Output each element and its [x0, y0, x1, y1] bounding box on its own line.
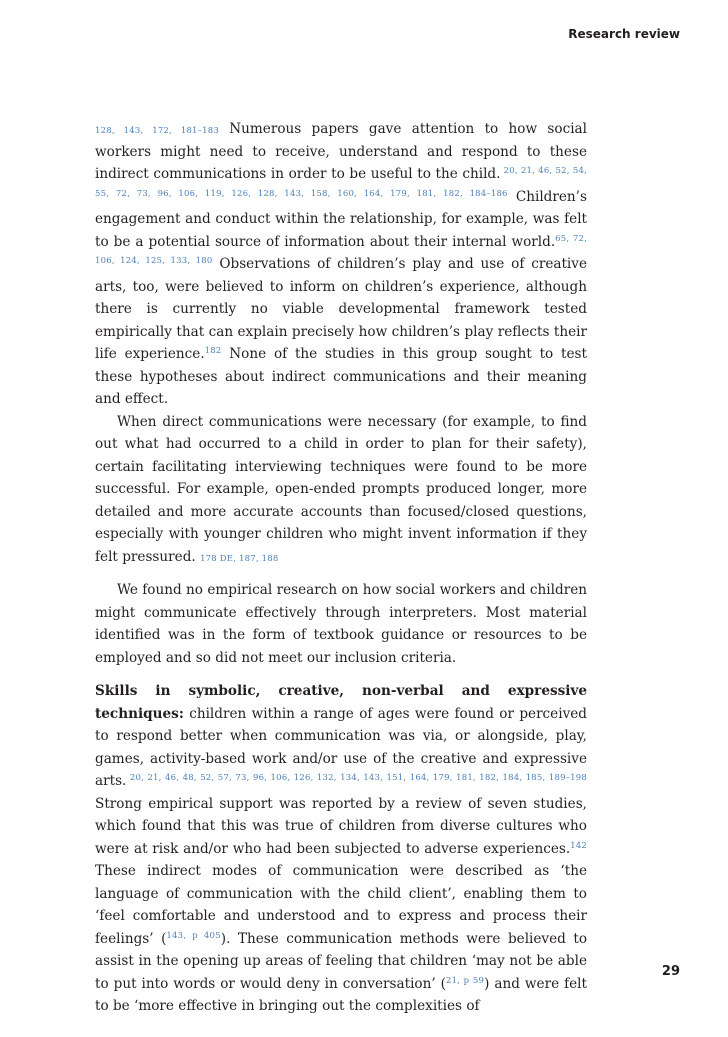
page-number: 29 [661, 964, 680, 979]
paragraph-text: None of the studies in this group sought to test these hypotheses about indirect communications and their meaning and effect. [95, 346, 587, 407]
paragraph-symbolic-skills [95, 680, 587, 1018]
paragraph-text: Strong empirical support was reported by a review of seven studies, which found that this was true of children from diverse cultures who were at risk and/or who had been subjected to adverse experiences. [95, 795, 587, 857]
reference-citation: 20, 21, 46, 52, 54, 55, 72, 73, 96, 106, 119, 126, 128, 143, 158, 160, 164, 179, 181, 182, 184–186 [95, 166, 587, 199]
paragraph-text: We found no empirical research on how social workers and children might communicate effectively through interpreters. Most material identified was in the form of textbook guidance or resources to be employed and so did not meet our inclusion criteria. [95, 582, 587, 666]
paragraph-text: ) and were felt to be ‘more effective in bringing out the complexities of [95, 975, 587, 1014]
running-header: Research review [568, 27, 680, 41]
paragraph-interpreters [95, 579, 587, 669]
section-heading: Skills in symbolic, creative, non-verbal and expressive techniques: [95, 683, 587, 722]
paragraph-text: Observations of children’s play and use of creative arts, too, were believed to inform on children’s experience, although there is currently no viable developmental framework tested empirically that can explain precisely how children’s play reflects their life experience. [95, 256, 588, 362]
body-text [95, 118, 587, 1018]
reference-citation: 143, p 405 [166, 930, 221, 941]
reference-citation: 20, 21, 46, 48, 52, 57, 73, 96, 106, 126, 132, 134, 143, 151, 164, 179, 181, 182, 184, 185, 189–198 [126, 773, 587, 784]
paragraph-text: Numerous papers gave attention to how social workers might need to receive, understand and respond to these indirect communications in order to be useful to the child. [95, 121, 587, 182]
reference-citation: 21, p 59 [445, 975, 485, 986]
reference-citation: 178 DE, 187, 188 [200, 553, 279, 564]
reference-citation: 142 [570, 840, 587, 851]
paragraph-direct-communication [95, 411, 587, 569]
reference-citation: 182 [204, 346, 222, 357]
paragraph-text: ). These communication methods were believed to assist in the opening up areas of feeling that children ‘may not be able to put into words or would deny in conversation’ ( [95, 930, 588, 992]
paragraph-text: When direct communications were necessary (for example, to find out what had occurred to a child in order to plan for their safety), certain facilitating interviewing techniques were found to be more successful. For example, open-ended prompts produced longer, more detailed and more accurate accounts than focused/closed questions, especially with younger children who might invent information if they felt pressured. [95, 413, 587, 565]
paragraph-indirect-communication [95, 118, 587, 411]
reference-citation: 128, 143, 172, 181–183 [95, 126, 219, 136]
reference-citation: 65, 72, 106, 124, 125, 133, 180 [95, 233, 587, 267]
paragraph-text: Children’s engagement and conduct within the relationship, for example, was felt to be a potential source of information about their internal world. [95, 188, 587, 250]
paragraph-text: children within a range of ages were found or perceived to respond better when communication was via, or alongside, play, games, activity-based work and/or use of the creative and expressive arts. [95, 705, 587, 789]
paragraph-text: These indirect modes of communication were described as ‘the language of communication with the child client’, enabling them to ‘feel comfortable and understood and to express and process their feelings’ ( [95, 863, 587, 947]
